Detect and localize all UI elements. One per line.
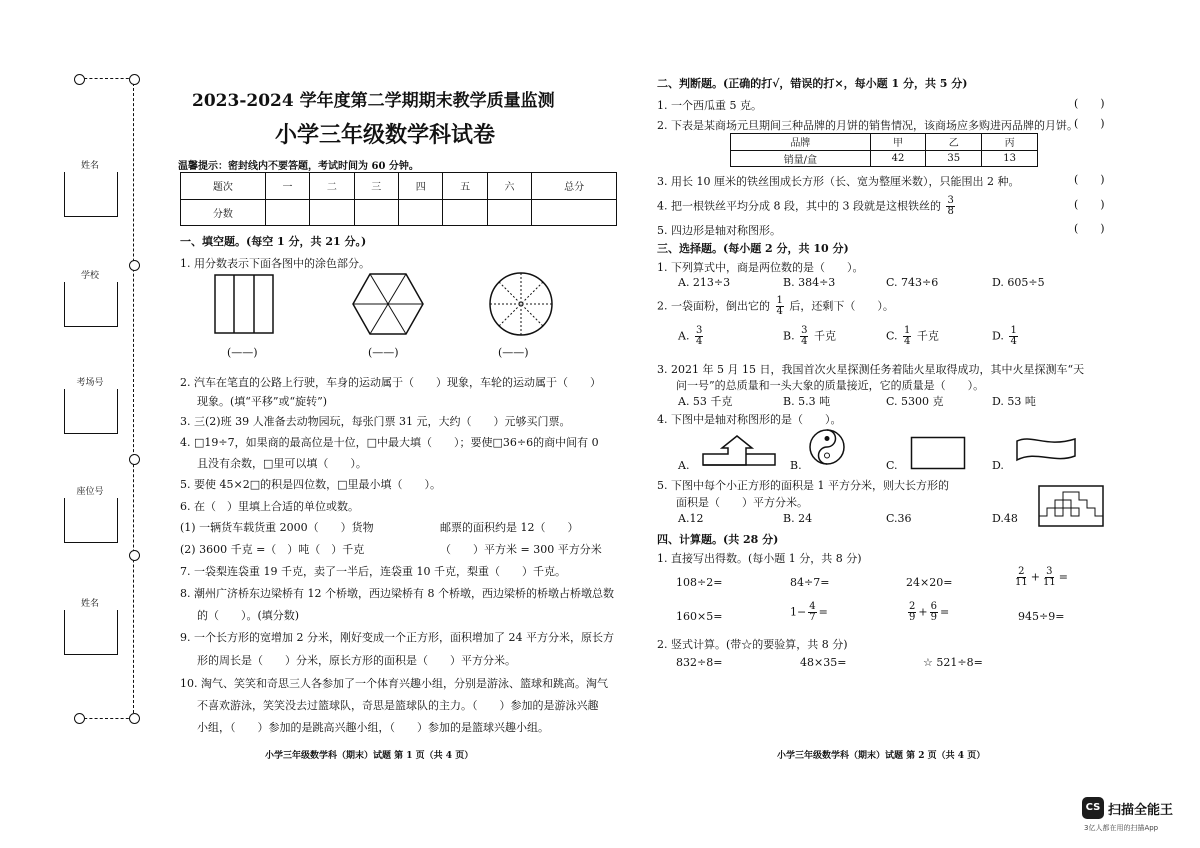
exam-notice: 温馨提示：密封线内不要答题，考试时间为 60 分钟。 [178, 161, 419, 172]
binding-hole [129, 74, 140, 85]
judge-4-answer[interactable]: ( ) [1074, 198, 1105, 211]
question-6a: (1) 一辆货车载货重 2000（ ）货物 [180, 521, 374, 534]
calc-item: 832÷8= [676, 656, 723, 669]
calc-item: ☆ 521÷8= [923, 656, 983, 669]
binding-school-box[interactable] [64, 282, 118, 327]
calc-item: 24×20= [906, 576, 953, 589]
calc-item: 160×5= [676, 610, 723, 623]
binding-label-school: 学校 [80, 271, 99, 281]
score-header-cell: 二 [310, 173, 354, 200]
choice-5-option[interactable]: A.12 [678, 512, 704, 525]
calc-item: 48×35= [800, 656, 847, 669]
wave-flag-figure [1014, 436, 1078, 466]
score-cell[interactable] [532, 199, 617, 226]
q1-answer-blank[interactable]: (——) [227, 346, 258, 359]
score-cell[interactable] [487, 199, 531, 226]
choice-1-option[interactable]: A. 213÷3 [678, 276, 731, 289]
choice-5-option[interactable]: B. 24 [783, 512, 813, 525]
choice-3-option[interactable]: B. 5.3 吨 [783, 395, 831, 408]
binding-hole [129, 713, 140, 724]
choice-5-option[interactable]: D.48 [992, 512, 1018, 525]
question-6: 6. 在（ ）里填上合适的单位或数。 [180, 500, 359, 513]
question-9-line1: 9. 一个长方形的宽增加 2 分米，刚好变成一个正方形，面积增加了 24 平方分米，原长方 [180, 631, 614, 644]
score-header-cell: 三 [354, 173, 398, 200]
choice-2-option-b[interactable]: B. $\frac{3}{4}$ 千克 [783, 325, 836, 347]
choice-5-option[interactable]: C.36 [886, 512, 912, 525]
choice-3-option[interactable]: D. 53 吨 [992, 395, 1036, 408]
question-4-line1: 4. □19÷7，如果商的最高位是十位，□中最大填（ ）；要使□36÷6的商中间有 0 [180, 436, 599, 449]
question-4-line2: 且没有余数，□里可以填（ ）。 [197, 457, 367, 470]
judge-1-answer[interactable]: ( ) [1074, 97, 1105, 110]
question-10-line1: 10. 淘气、笑笑和奇思三人各参加了一个体育兴趣小组，分别是游泳、篮球和跳高。淘气 [180, 677, 608, 690]
judge-4-fraction: $\frac{3}{8}$ [947, 195, 954, 217]
choice-2-text: 2. 一袋面粉，倒出它的 [657, 299, 770, 313]
page-footer-left: 小学三年级数学科（期末）试题 第 1 页（共 4 页） [265, 751, 474, 761]
page-footer-right: 小学三年级数学科（期末）试题 第 2 页（共 4 页） [777, 751, 986, 761]
question-2-line2: 现象。(填“平移”或“旋转”) [197, 395, 328, 408]
q1-answer-blank[interactable]: (——) [368, 346, 399, 359]
binding-label-name-2: 姓名 [80, 599, 99, 609]
score-header-cell: 六 [487, 173, 531, 200]
exam-title: 2023-2024 学年度第二学期期末教学质量监测 [192, 91, 555, 111]
question-5: 5. 要使 45×2□的积是四位数，□里最小填（ ）。 [180, 478, 441, 491]
binding-seat-box[interactable] [64, 498, 118, 543]
sales-header-cell: 乙 [926, 134, 982, 151]
sales-row-label: 销量/盒 [731, 150, 871, 167]
binding-label-room: 考场号 [76, 378, 104, 388]
question-8-line1: 8. 潮州广济桥东边梁桥有 12 个桥墩，西边梁桥有 8 个桥墩，西边梁桥的桥墩占桥墩总数 [180, 587, 614, 600]
score-header-cell: 四 [398, 173, 442, 200]
fraction-figure-circle [488, 271, 554, 337]
choice-5-line2: 面积是（ ）平方分米。 [676, 496, 808, 509]
section1-title: 一、填空题。(每空 1 分，共 21 分。) [180, 235, 367, 248]
arrow-shape-figure [700, 434, 778, 468]
choice-2-text-post: 后，还剩下（ ）。 [789, 299, 894, 313]
choice-3-line1: 3. 2021 年 5 月 15 日，我国首次火星探测任务着陆火星取得成功，其中火星探测车“天 [657, 363, 1085, 376]
choice-4-option[interactable]: D. [992, 459, 1004, 472]
sales-value-cell: 42 [870, 150, 926, 167]
section3-title: 三、选择题。(每小题 2 分，共 10 分) [657, 242, 849, 255]
exam-subtitle: 小学三年级数学科试卷 [275, 122, 496, 148]
judge-4-text: 4. 把一根铁丝平均分成 8 段，其中的 3 段就是这根铁丝的 [657, 199, 941, 213]
calc-item-fraction-sum: $\frac{2}{11}$ + $\frac{3}{11}$ = [1015, 566, 1068, 588]
judge-5-answer[interactable]: ( ) [1074, 222, 1105, 235]
judge-3-answer[interactable]: ( ) [1074, 173, 1105, 186]
fraction-figure-rectangle [214, 274, 274, 334]
choice-3-line2: 问一号”的总质量和一头大象的质量接近，它的质量是（ ）。 [676, 379, 985, 392]
binding-label-name: 姓名 [80, 161, 99, 171]
calc-item: 945÷9= [1018, 610, 1065, 623]
choice-4-option[interactable]: C. [886, 459, 898, 472]
choice-3-option[interactable]: A. 53 千克 [678, 395, 733, 408]
binding-room-box[interactable] [64, 389, 118, 434]
score-table [180, 172, 617, 226]
sales-value-cell: 13 [982, 150, 1038, 167]
rectangle-figure [910, 436, 966, 470]
question-1: 1. 用分数表示下面各图中的涂色部分。 [180, 257, 370, 270]
calc-item: 84÷7= [790, 576, 830, 589]
calc-item-fraction-sum-2: $\frac{2}{9}$ + $\frac{6}{9}$ = [909, 601, 950, 623]
question-8-line2: 的（ ）。(填分数) [197, 609, 300, 622]
score-cell[interactable] [265, 199, 309, 226]
binding-hole [129, 550, 140, 561]
choice-2-option-a[interactable]: A. $\frac{3}{4}$ [678, 325, 703, 347]
score-header-cell: 五 [443, 173, 487, 200]
section2-title: 二、判断题。(正确的打√，错误的打×，每小题 1 分，共 5 分) [657, 77, 968, 90]
question-6b: 邮票的面积约是 12（ ） [440, 521, 579, 534]
choice-1-option[interactable]: D. 605÷5 [992, 276, 1045, 289]
score-cell[interactable] [310, 199, 354, 226]
watermark-subtitle: 3亿人都在用的扫描App [1084, 824, 1159, 832]
question-6d: （ ）平方米 = 300 平方分米 [440, 543, 602, 556]
sales-header-cell: 丙 [982, 134, 1038, 151]
choice-2 [657, 296, 894, 317]
choice-1-option[interactable]: C. 743÷6 [886, 276, 939, 289]
camscanner-logo-icon: CS [1082, 797, 1104, 819]
calc-item: 108÷2= [676, 576, 723, 589]
calc-2-title: 2. 竖式计算。(带☆的要验算，共 8 分) [657, 638, 848, 651]
choice-3-option[interactable]: C. 5300 克 [886, 395, 944, 408]
binding-bottom-line [79, 718, 134, 719]
score-header-cell: 总分 [532, 173, 617, 200]
binding-name-box[interactable] [64, 172, 118, 217]
sales-table [730, 133, 1038, 167]
choice-4-option[interactable]: A. [678, 459, 690, 472]
fraction-figure-hexagon [352, 272, 424, 336]
score-cell[interactable] [443, 199, 487, 226]
binding-hole [74, 713, 85, 724]
q1-answer-blank[interactable]: (——) [498, 346, 529, 359]
question-6c: (2) 3600 千克 =（ ）吨（ ）千克 [180, 543, 365, 556]
choice-4-option[interactable]: B. [790, 459, 802, 472]
question-10-line3: 小组，（ ）参加的是跳高兴趣小组，（ ）参加的是篮球兴趣小组。 [197, 721, 549, 734]
scanner-watermark [1082, 797, 1187, 837]
choice-4: 4. 下图中是轴对称图形的是（ ）。 [657, 413, 842, 426]
question-9-line2: 形的周长是（ ）分米，原长方形的面积是（ ）平方分米。 [197, 654, 516, 667]
calc-item-fraction-sub: 1− $\frac{4}{7}$ = [790, 601, 828, 623]
score-header-cell: 一 [265, 173, 309, 200]
staircase-grid-figure [1038, 485, 1104, 527]
choice-1: 1. 下列算式中，商是两位数的是（ ）。 [657, 261, 864, 274]
binding-top-line [79, 78, 134, 79]
calc-1-title: 1. 直接写出得数。(每小题 1 分，共 8 分) [657, 552, 862, 565]
score-header-cell: 题次 [181, 173, 266, 200]
choice-1-option[interactable]: B. 384÷3 [783, 276, 836, 289]
binding-hole [129, 454, 140, 465]
score-cell[interactable] [398, 199, 442, 226]
choice-2-fraction: $\frac{1}{4}$ [776, 295, 783, 317]
binding-hole [74, 74, 85, 85]
score-cell[interactable] [354, 199, 398, 226]
question-3: 3. 三(2)班 39 人准备去动物园玩，每张门票 31 元，大约（ ）元够买门票。 [180, 415, 571, 428]
judge-2: 2. 下表是某商场元旦期间三种品牌的月饼的销售情况，该商场应多购进丙品牌的月饼。 [657, 119, 1078, 132]
sales-value-cell: 35 [926, 150, 982, 167]
binding-name-box-2[interactable] [64, 610, 118, 655]
binding-label-seat: 座位号 [76, 487, 104, 497]
yin-yang-figure [808, 428, 846, 466]
judge-5: 5. 四边形是轴对称图形。 [657, 224, 781, 237]
watermark-title: 扫描全能王 [1108, 803, 1174, 818]
choice-2-option-c[interactable]: C. $\frac{1}{4}$ 千克 [886, 325, 939, 347]
binding-hole [129, 260, 140, 271]
judge-3: 3. 用长 10 厘米的铁丝围成长方形（长、宽为整厘米数），只能围出 2 种。 [657, 175, 1020, 188]
section4-title: 四、计算题。(共 28 分) [657, 533, 779, 546]
question-7: 7. 一袋梨连袋重 19 千克，卖了一半后，连袋重 10 千克，梨重（ ）千克。 [180, 565, 566, 578]
question-2-line1: 2. 汽车在笔直的公路上行驶，车身的运动属于（ ）现象，车轮的运动属于（ ） [180, 376, 601, 389]
score-row-label: 分数 [181, 199, 266, 226]
judge-4 [657, 196, 957, 217]
sales-header-cell: 甲 [870, 134, 926, 151]
sales-header-cell: 品牌 [731, 134, 871, 151]
judge-1: 1. 一个西瓜重 5 克。 [657, 99, 762, 112]
choice-5-line1: 5. 下图中每个小正方形的面积是 1 平方分米，则大长方形的 [657, 479, 949, 492]
question-10-line2: 不喜欢游泳，笑笑没去过篮球队，奇思是篮球队的主力。（ ）参加的是游泳兴趣 [197, 699, 599, 712]
judge-2-answer[interactable]: ( ) [1074, 117, 1105, 130]
binding-vertical-line [133, 78, 134, 718]
choice-2-option-d[interactable]: D. $\frac{1}{4}$ [992, 325, 1017, 347]
